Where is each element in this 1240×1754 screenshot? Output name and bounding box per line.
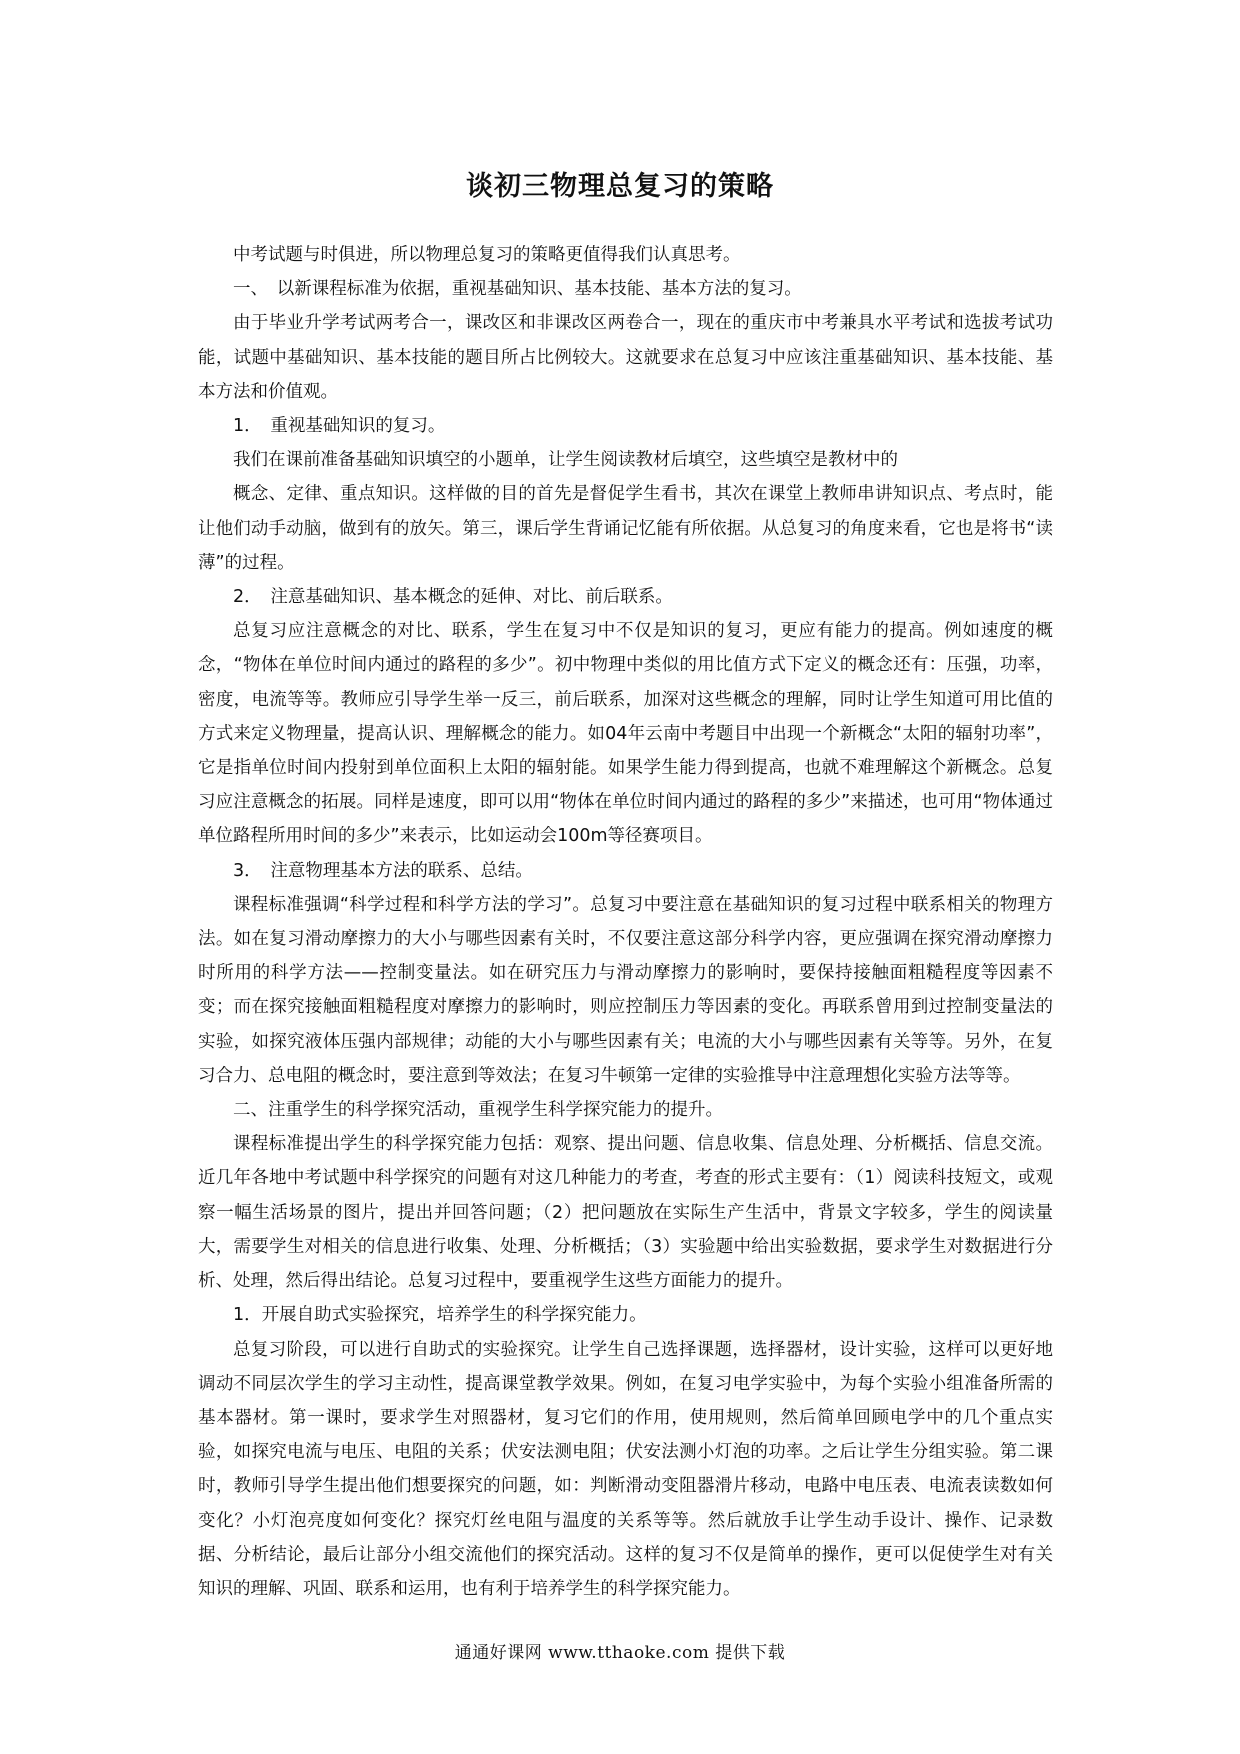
paragraph: 中考试题与时俱进，所以物理总复习的策略更值得我们认真思考。 [233,245,741,265]
subsection-heading: 3． 注意物理基本方法的联系、总结。 [233,860,533,881]
paragraph: 总复习应注意概念的对比、联系，学生在复习中不仅是知识的复习，更应有能力的提高。例如速度的概念，“物体在单位时间内通过的路程的多少”。初中物理中类似的用比值方式下定义的概念还有：压强，功率，密度，电流等等。教师应引导学生举一反三，前后联系，加深对这些概念的理解，同时让学生知道可用比值的方式来定义物理量，提高认识、理解概念的能力。如04年云南中考题目中出现一个新概念“太阳的辐射功率”，它是指单位时间内投射到单位面积上太阳的辐射能。如果学生能力得到提高，也就不难理解这个新概念。总复习应注意概念的拓展。同样是速度，即可以用“物体在单位时间内通过的路程的多少”来描述，也可用“物体通过单位路程所用时间的多少”来表示，比如运动会100m等径赛项目。 [198,621,1053,847]
section-heading: 二、注重学生的科学探究活动，重视学生科学探究能力的提升。 [233,1100,723,1121]
paragraph: 我们在课前准备基础知识填空的小题单，让学生阅读教材后填空，这些填空是教材中的 [233,450,898,471]
subsection-heading: 1． 重视基础知识的复习。 [233,416,446,437]
paragraph: 课程标准提出学生的科学探究能力包括：观察、提出问题、信息收集、信息处理、分析概括、信息交流。近几年各地中考试题中科学探究的问题有对这几种能力的考查，考查的形式主要有：（1）阅读科技短文，或观察一幅生活场景的图片，提出并回答问题；（2）把问题放在实际生产生活中，背景文字较多，学生的阅读量大，需要学生对相关的信息进行收集、处理、分析概括；（3）实验题中给出实验数据，要求学生对数据进行分析、处理，然后得出结论。总复习过程中，要重视学生这些方面能力的提升。 [198,1134,1053,1292]
subsection-heading: 2． 注意基础知识、基本概念的延伸、对比、前后联系。 [233,587,673,608]
page-footer: 通通好课网 www.tthaoke.com 提供下载 [454,1643,786,1663]
section-heading: 一、 以新课程标准为依据，重视基础知识、基本技能、基本方法的复习。 [233,279,802,300]
document-title: 谈初三物理总复习的策略 [466,171,774,202]
document-body [198,238,1053,1606]
paragraph: 由于毕业升学考试两考合一，课改区和非课改区两卷合一，现在的重庆市中考兼具水平考试和选拔考试功能，试题中基础知识、基本技能的题目所占比例较大。这就要求在总复习中应该注重基础知识、基本技能、基本方法和价值观。 [198,313,1053,402]
paragraph: 课程标准强调“科学过程和科学方法的学习”。总复习中要注意在基础知识的复习过程中联系相关的物理方法。如在复习滑动摩擦力的大小与哪些因素有关时，不仅要注意这部分科学内容，更应强调在探究滑动摩擦力时所用的科学方法——控制变量法。如在研究压力与滑动摩擦力的影响时，要保持接触面粗糙程度等因素不变；而在探究接触面粗糙程度对摩擦力的影响时，则应控制压力等因素的变化。再联系曾用到过控制变量法的实验，如探究液体压强内部规律；动能的大小与哪些因素有关；电流的大小与哪些因素有关等等。另外，在复习合力、总电阻的概念时，要注意到等效法；在复习牛顿第一定律的实验推导中注意理想化实验方法等等。 [198,894,1053,1086]
paragraph: 概念、定律、重点知识。这样做的目的首先是督促学生看书，其次在课堂上教师串讲知识点、考点时，能让他们动手动脑，做到有的放矢。第三，课后学生背诵记忆能有所依据。从总复习的角度来看，它也是将书“读薄”的过程。 [198,484,1053,573]
paragraph: 总复习阶段，可以进行自助式的实验探究。让学生自己选择课题，选择器材，设计实验，这样可以更好地调动不同层次学生的学习主动性，提高课堂教学效果。例如，在复习电学实验中，为每个实验小组准备所需的基本器材。第一课时，要求学生对照器材，复习它们的作用，使用规则，然后简单回顾电学中的几个重点实验，如探究电流与电压、电阻的关系；伏安法测电阻；伏安法测小灯泡的功率。之后让学生分组实验。第二课时，教师引导学生提出他们想要探究的问题，如：判断滑动变阻器滑片移动，电路中电压表、电流表读数如何变化？小灯泡亮度如何变化？探究灯丝电阻与温度的关系等等。然后就放手让学生动手设计、操作、记录数据、分析结论，最后让部分小组交流他们的探究活动。这样的复习不仅是简单的操作，更可以促使学生对有关知识的理解、巩固、联系和运用，也有利于培养学生的科学探究能力。 [198,1339,1053,1599]
subsection-heading: 1．开展自助式实验探究，培养学生的科学探究能力。 [233,1305,647,1326]
